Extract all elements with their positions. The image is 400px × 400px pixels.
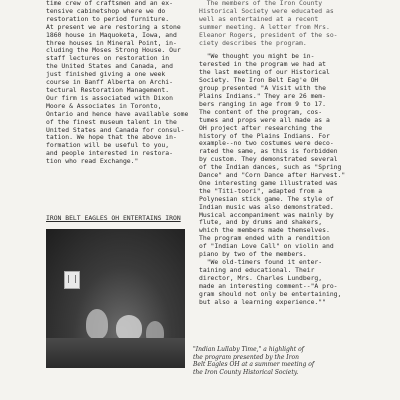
- right-column: [199, 0, 349, 306]
- headline-line-1: IRON BELT EAGLES OH ENTERTAINS IRON: [46, 213, 181, 222]
- left-column: [46, 0, 188, 262]
- photograph-of-performers: [46, 229, 185, 368]
- letter-paragraph-3: "We old-timers found it enter- taining and educational. Their director, Mrs. Charles Lundberg, made an interesting comment--"A pro- gram should not only be entertaining, but also a learning experience."": [199, 258, 342, 306]
- performer-figure: [86, 309, 108, 339]
- letter-paragraph-2: One interesting game illustrated was the "Titi-toori", adapted from a Polynesian stick game. The style of Indian music was also demonstrated. Musical accompaniment was mainly by flute, and by drums and shakers, which the members made themselves. The program ended with a rendition of "Indian Love Call" on violin and piano by two of the members.: [199, 178, 338, 259]
- wall-picture-frame: [64, 271, 80, 289]
- intro-paragraph: The members of the Iron County Historical Society were educated as well as entertained at a recent summer meeting. A letter from Mrs. Eleanor Rogers, president of the so- ciety describes the program.: [199, 0, 338, 47]
- letter-paragraph-1: "We thought you might be in- terested in the program we had at the last meeting of our Historical Society. The Iron Belt Eag'e OH group presented "A Visit with the Plains Indians." They are 26 mem- bers ranging in age from 9 to 17. The content of the program, cos- tumes and props were all made as a OH project after researching the history of the Plains Indians. For example--no two costumes were deco- rated the same, as this is forbidden by custom. They demonstrated several of the Indian dances, such as "Spring Dance" and "Corn Dance after Harvest.": [199, 52, 346, 180]
- restoration-letter-paragraph: time crew of craftsmen and an ex- tensive cabinetshop where we do restoration to period furniture. At present we are restoring a stone 1860 house in Maquoketa, Iowa, and three houses in Mineral Point, in- cluding the Moses Strong House. Our staff lectures on restoration in the United States and Canada, and just finished giving a one week course in Banff Alberta on Archi- tectural Restoration Management. Our firm is associated with Dixon Moore & Associates in Toronto, Ontario and hence have available some of the finest museum talent in the United States and Canada for consul- tation. We hope that the above in- formation will be useful to you, and people interested in restora- tion who read Exchange.": [46, 0, 189, 166]
- floor-shadow: [46, 338, 185, 368]
- photo-caption: "Indian Lullaby Time," a highlight of the program presented by the Iron Belt Eagles OH at a summer meeting of the Iron County Historical Society.: [193, 346, 315, 376]
